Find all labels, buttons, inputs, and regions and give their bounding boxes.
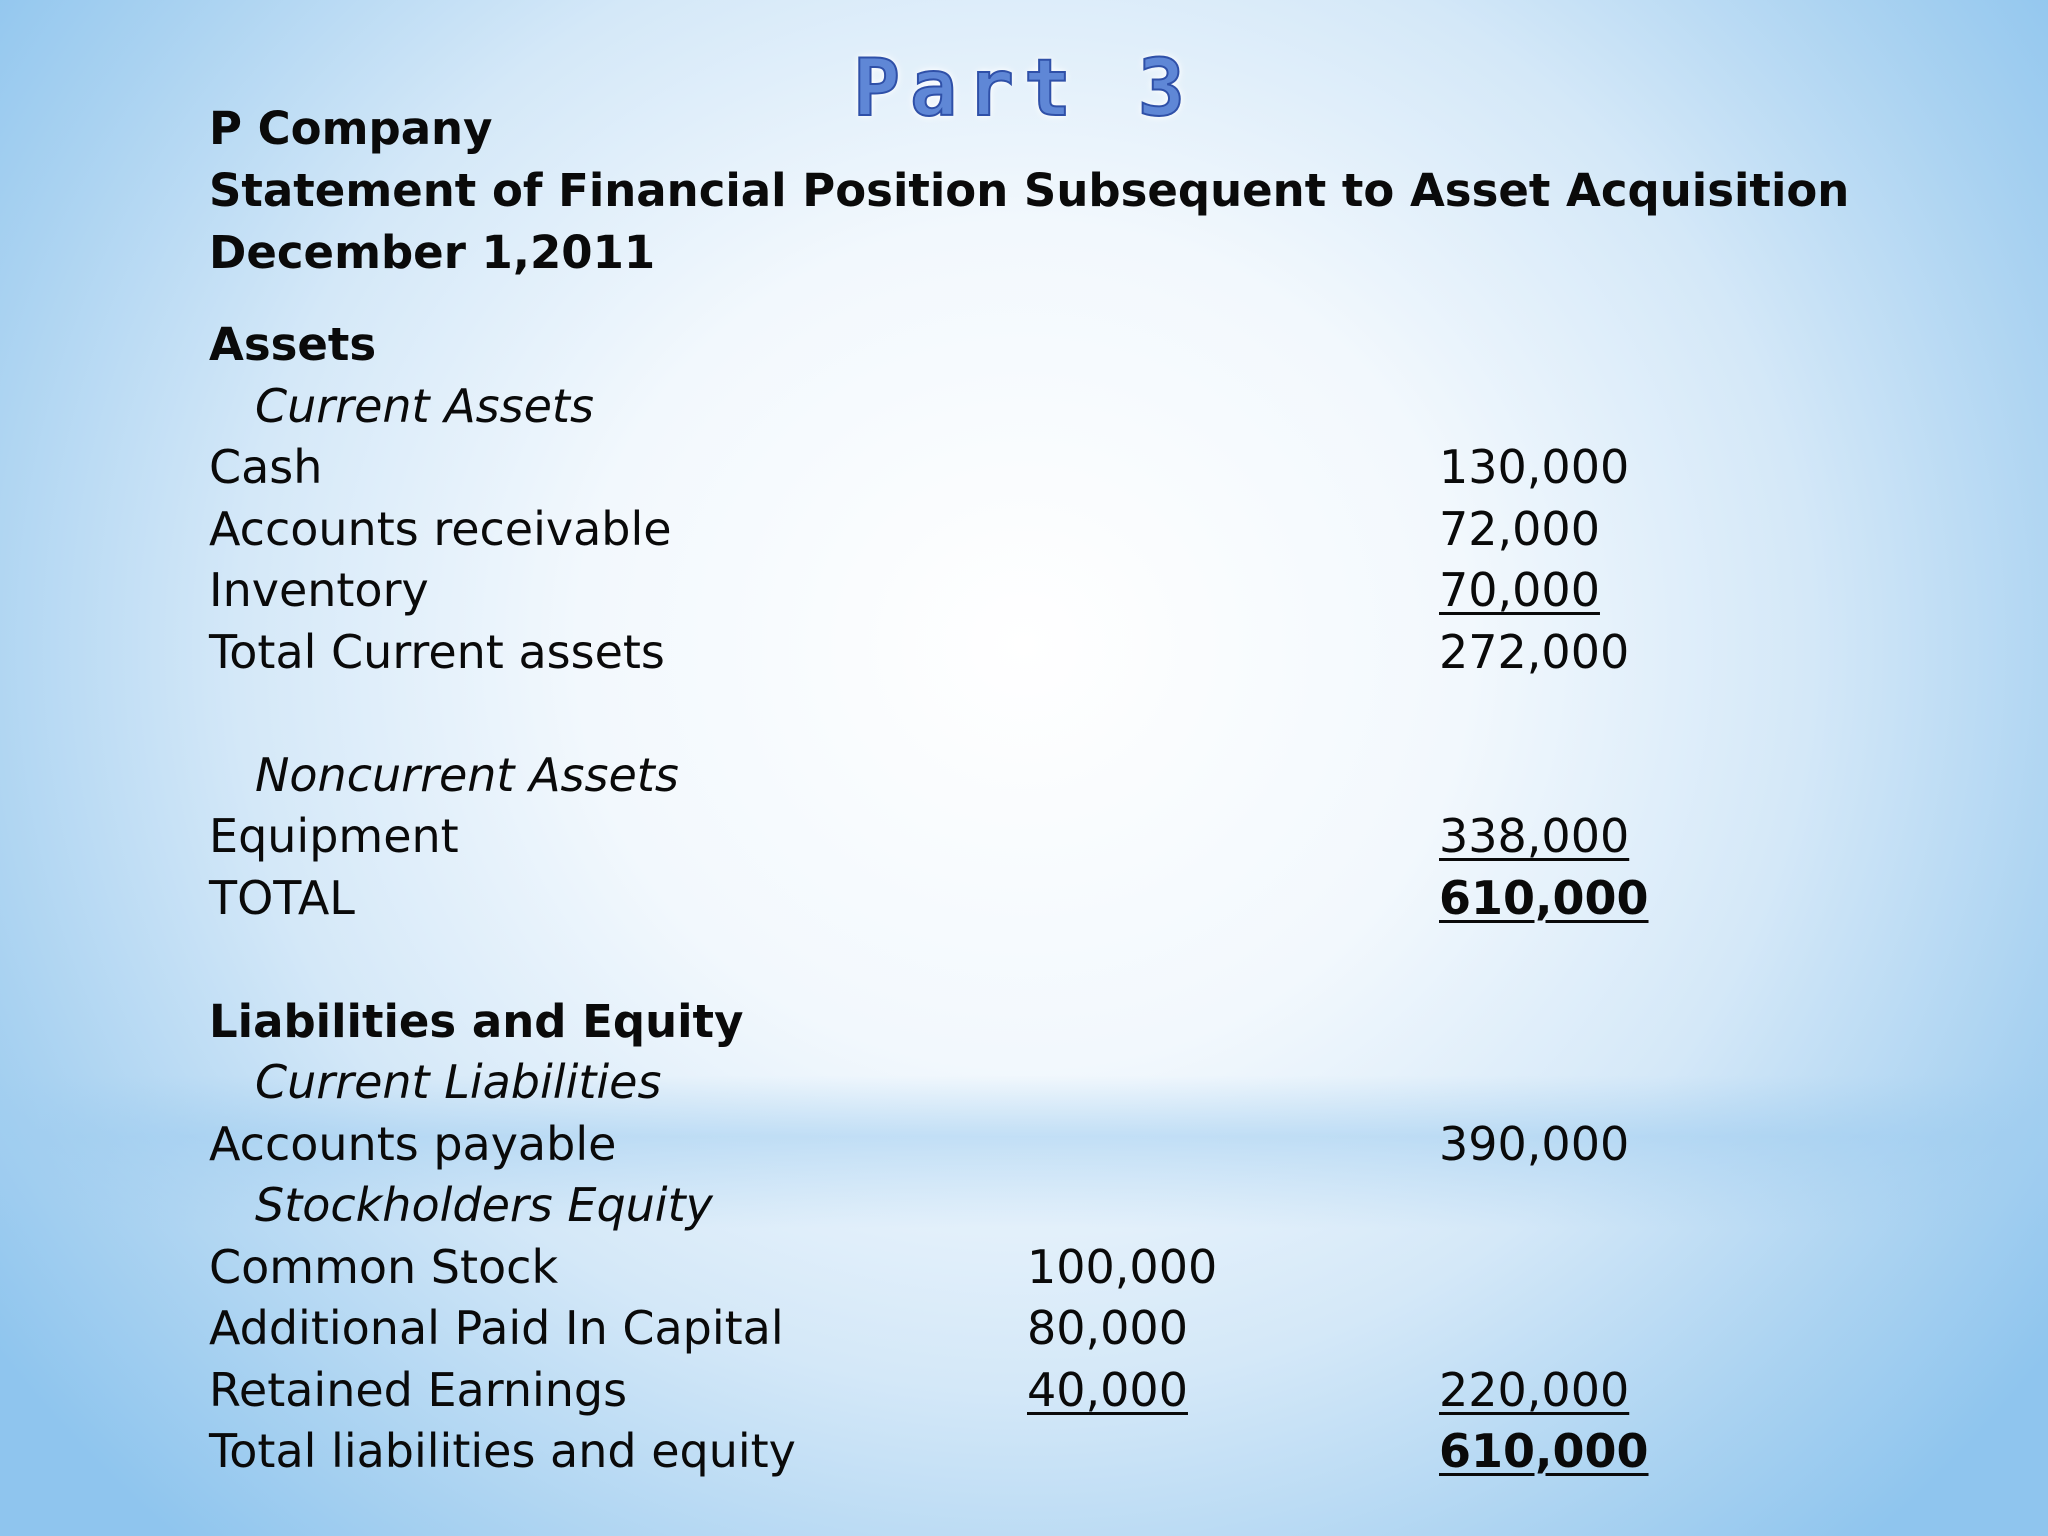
company-name: P Company (209, 102, 493, 155)
stockholders-equity-heading: Stockholders Equity (255, 1178, 713, 1232)
accounts-payable-row (209, 1114, 1849, 1176)
total-equity-value: 220,000 (1439, 1362, 1630, 1417)
cash-row (209, 437, 1849, 499)
slide-title: Part 3 (853, 44, 1195, 134)
row-value: 80,000 (1027, 1301, 1188, 1355)
accounts-receivable-row (209, 499, 1849, 561)
financial-statement (209, 98, 1849, 1483)
row-label: Common Stock (209, 1239, 559, 1294)
common-stock-row (209, 1237, 1849, 1299)
row-value: 130,000 (1439, 440, 1630, 494)
row-label: Accounts payable (209, 1116, 617, 1171)
row-value: 610,000 (1439, 1424, 1649, 1478)
retained-earnings-row (209, 1360, 1849, 1422)
row-value: 390,000 (1439, 1116, 1630, 1171)
statement-title: Statement of Financial Position Subsequent to Asset Acquisition (209, 164, 1850, 217)
apic-row (209, 1298, 1849, 1360)
row-value: 100,000 (1027, 1239, 1218, 1294)
row-label: Total Current assets (209, 624, 665, 679)
row-label: Inventory (209, 563, 429, 617)
row-value: 72,000 (1439, 501, 1600, 556)
row-value: 40,000 (1027, 1362, 1188, 1417)
row-value: 610,000 (1439, 870, 1649, 925)
row-label: Accounts receivable (209, 501, 672, 556)
row-value: 70,000 (1439, 563, 1600, 617)
current-liabilities-heading: Current Liabilities (255, 1055, 662, 1109)
statement-date: December 1,2011 (209, 226, 656, 279)
row-label: Cash (209, 440, 323, 494)
row-label: TOTAL (209, 870, 355, 925)
total-assets-row (209, 868, 1849, 930)
liabilities-equity-heading: Liabilities and Equity (209, 994, 744, 1048)
row-label: Equipment (209, 809, 459, 863)
row-label: Retained Earnings (209, 1362, 628, 1417)
current-assets-heading: Current Assets (255, 378, 594, 433)
row-label: Additional Paid In Capital (209, 1301, 784, 1355)
equipment-row (209, 806, 1849, 868)
assets-heading: Assets (209, 318, 377, 371)
noncurrent-assets-heading: Noncurrent Assets (255, 747, 679, 802)
inventory-row (209, 560, 1849, 622)
row-label: Total liabilities and equity (209, 1424, 796, 1478)
total-liabilities-equity-row (209, 1421, 1849, 1483)
row-value: 338,000 (1439, 809, 1630, 863)
row-value: 272,000 (1439, 624, 1630, 679)
total-current-assets-row (209, 622, 1849, 684)
